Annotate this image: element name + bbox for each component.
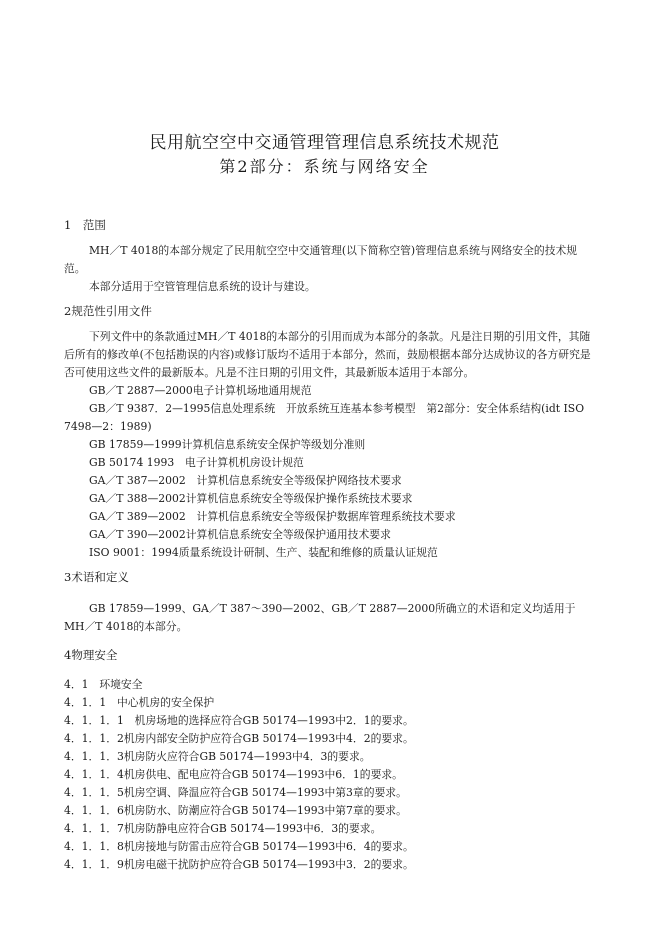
clause-line: 4．1．1．7机房防静电应符合GB 50174—1993中6．3的要求。 [64,822,382,835]
document-title: 民用航空空中交通管理管理信息系统技术规范 [149,133,500,153]
clause-line: 4．1．1．5机房空调、降温应符合GB 50174—1993中第3章的要求。 [64,786,407,799]
reference-item: GB／T 9387．2—1995信息处理系统 开放系统互连基本参考模型 第2部分：安全体系结构(idt ISO 7498—2：1989) [64,402,585,433]
reference-item: GB 50174 1993 电子计算机机房设计规范 [89,456,304,469]
clause-line: 4．1．1．4机房供电、配电应符合GB 50174—1993中6．1的要求。 [64,768,403,781]
section-1-scope-paragraph: 本部分适用于空管管理信息系统的设计与建设。 [89,280,316,293]
reference-item: GA／T 387—2002 计算机信息系统安全等级保护网络技术要求 [89,474,402,487]
reference-item: GB 17859—1999计算机信息系统安全保护等级划分准则 [89,438,366,451]
clause-line: 4．1．1．2机房内部安全防护应符合GB 50174—1993中4．2的要求。 [64,732,414,745]
clause-line: 4．1．1．6机房防水、防潮应符合GB 50174—1993中第7章的要求。 [64,804,407,817]
reference-item: GA／T 390—2002计算机信息系统安全等级保护通用技术要求 [89,528,391,541]
section-1-paragraph: MH／T 4018的本部分规定了民用航空空中交通管理(以下简称空管)管理信息系统与网络安全的技术规范。 [64,244,578,275]
document-body [64,216,594,874]
reference-item: GB／T 2887—2000电子计算机场地通用规范 [89,384,312,397]
section-1-heading: 1 范围 [64,218,106,232]
clause-line: 4．1．1．3机房防火应符合GB 50174—1993中4．3的要求。 [64,750,371,763]
reference-item: ISO 9001：1994质量系统设计研制、生产、装配和维修的质量认证规范 [89,546,438,559]
section-3-heading: 3术语和定义 [64,570,129,584]
document-subtitle: 第2部分：系统与网络安全 [219,157,430,176]
reference-item: GA／T 389—2002 计算机信息系统安全等级保护数据库管理系统技术要求 [89,510,456,523]
clause-line: 4．1．1．1 机房场地的选择应符合GB 50174—1993中2．1的要求。 [64,714,414,727]
reference-item: GA／T 388—2002计算机信息系统安全等级保护操作系统技术要求 [89,492,413,505]
section-2-heading: 2规范性引用文件 [64,304,152,318]
clause-line: 4．1．1．8机房接地与防雷击应符合GB 50174—1993中6．4的要求。 [64,840,414,853]
clause-line: 4．1 环境安全 [64,678,143,691]
clause-line: 4．1．1 中心机房的安全保护 [64,696,215,709]
section-2-paragraph: 下列文件中的条款通过MH／T 4018的本部分的引用而成为本部分的条款。凡是注日期的引用文件，其随后所有的修改单(不包括勘误的内容)或修订版均不适用于本部分，然而，鼓励根据本部分达成协议的各方研究是否可使用这些文件的最新版本。凡是不注日期的引用文件，其最新版本适用于本部分。 [64,330,591,379]
clause-line: 4．1．1．9机房电磁干扰防护应符合GB 50174—1993中3．2的要求。 [64,858,414,871]
section-4-heading: 4物理安全 [64,648,118,662]
section-3-paragraph: GB 17859—1999、GA／T 387～390—2002、GB／T 2887—2000所确立的术语和定义均适用于MH／T 4018的本部分。 [64,602,576,633]
